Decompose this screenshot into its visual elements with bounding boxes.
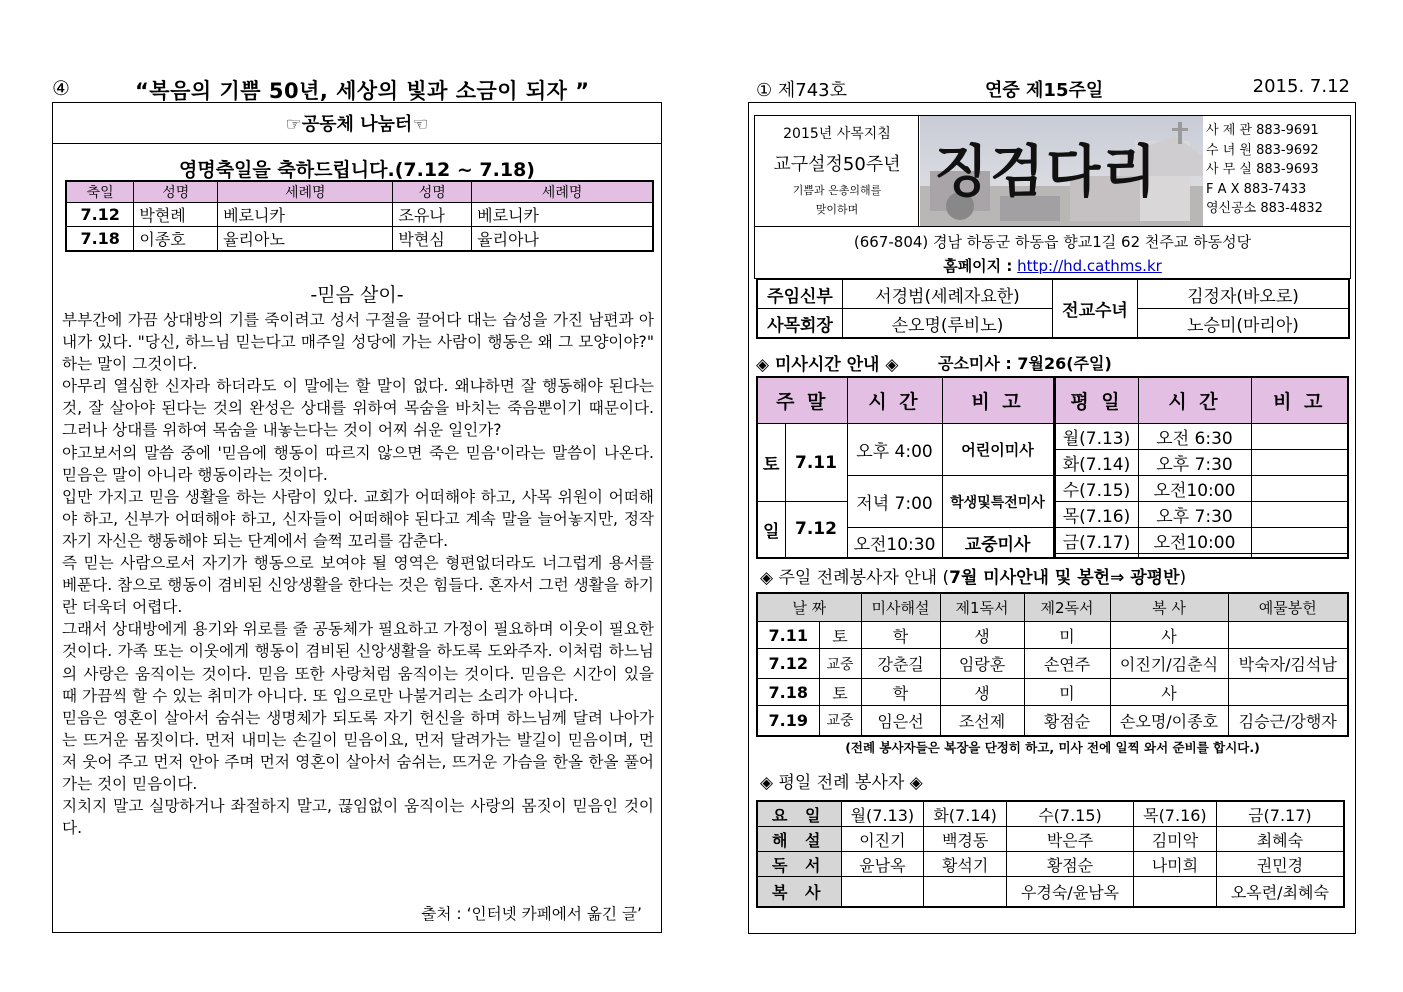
feast-baptismal-name: 율리아나: [472, 227, 653, 252]
servers-date: 7.11: [757, 622, 819, 649]
saturday-time: 저녁 7:00: [847, 476, 942, 528]
weekday-servers-cell: 윤남옥: [841, 852, 924, 877]
servers-cell: 생: [940, 679, 1024, 706]
feast-baptismal-name: 베로니카: [218, 203, 393, 227]
weekday-note: [1251, 502, 1348, 528]
weekday-servers-role: 복 사: [757, 877, 841, 907]
feast-person-name: 박현례: [134, 203, 218, 227]
servers-date: 7.18: [757, 679, 819, 706]
servers-mass-type: 토: [819, 622, 861, 649]
servers-cell: 사: [1110, 679, 1228, 706]
feast-header: 성명: [393, 181, 472, 203]
weekday-servers-cell: 백경동: [924, 827, 1007, 852]
homepage-line: [754, 255, 1351, 276]
weekday-servers-cell: 이진기: [841, 827, 924, 852]
weekday-label: 월(7.13): [1054, 424, 1138, 450]
sunday-servers-heading-bold: 7월 미사안내 및 봉헌⇒ 광평반: [949, 568, 1180, 588]
servers-row: [757, 622, 1348, 649]
council-president-name: 손오명(루비노): [843, 309, 1053, 339]
weekday-servers-day: 목(7.16): [1134, 801, 1217, 827]
sunday-label: 일: [757, 502, 785, 558]
servers-mass-type: 교중: [819, 649, 861, 679]
servers-header: 예물봉헌: [1228, 593, 1348, 622]
servers-cell: 조선제: [940, 706, 1024, 736]
weekday-note: [1251, 424, 1348, 450]
issue-number: ① 제743호: [756, 80, 847, 101]
feast-date: 7.18: [66, 227, 134, 252]
feast-date: 7.12: [66, 203, 134, 227]
servers-cell: 김승근/강행자: [1228, 706, 1348, 736]
weekday-servers-cell: [924, 877, 1007, 907]
weekday-servers-cell: 나미희: [1134, 852, 1217, 877]
sunday-servers-heading-text: ◈ 주일 전례봉사자 안내 (: [760, 568, 950, 588]
servers-header: 제1독서: [940, 593, 1024, 622]
weekday-time: 오후 7:30: [1138, 502, 1251, 528]
weekday-servers-day: 월(7.13): [841, 801, 924, 827]
weekday-servers-cell: 김미악: [1134, 827, 1217, 852]
essay-paragraph: 그래서 상대방에게 용기와 위로를 줄 공동체가 필요하고 가정이 필요하며 이웃이 필요한 것이다. 가족 또는 이웃에게 행동이 겸비된 신앙생활을 하도록 도와주자. 이처럼 하느님의 사랑은 움직이는 것이다. 믿음 또한 사랑처럼 움직이는 것이다. 믿음은 시간이 있을 때 가끔씩 할 수 있는 취미가 아니다. 또 입으로만 나불거리는 소리가 아니다.: [62, 620, 654, 705]
essay-paragraph: 부부간에 가끔 상대방의 기를 죽이려고 성서 구절을 끌어다 대는 습성을 가진 남편과 아내가 있다. "당신, 하느님 믿는다고 매주일 성당에 가는 사람이 행동은 왜 그 모양이야?" 하는 말이 그것이다.: [62, 311, 654, 374]
feast-person-name: 조유나: [393, 203, 472, 227]
weekday-servers-days-label: 요 일: [757, 801, 841, 827]
essay-paragraph: 지치지 말고 실망하거나 좌절하지 말고, 끊임없이 움직이는 사랑의 몸짓이 믿음인 것이다.: [62, 797, 654, 838]
servers-cell: 사: [1110, 622, 1228, 649]
feast-person-name: 이종호: [134, 227, 218, 252]
servers-row: [757, 649, 1348, 679]
servers-mass-type: 토: [819, 679, 861, 706]
servers-cell: 미: [1024, 679, 1110, 706]
feast-header: 축일: [66, 181, 134, 203]
left-page-number: ④: [52, 76, 70, 100]
weekday-spacer: [1054, 554, 1138, 558]
church-address: (667-804) 경남 하동군 하동읍 향교1길 62 천주교 하동성당: [853, 233, 1252, 251]
mass-header: 주 말: [757, 377, 847, 424]
servers-cell: 학: [861, 679, 940, 706]
feast-header: 성명: [134, 181, 218, 203]
gongso-mass-note: 공소미사 : 7월26(주일): [938, 354, 1112, 373]
weekday-label: 화(7.14): [1054, 450, 1138, 476]
contact-line: 수 녀 원 883-9692: [1206, 142, 1319, 158]
servers-cell: 학: [861, 622, 940, 649]
saturday-label: 토: [757, 424, 785, 502]
servers-row: [757, 706, 1348, 736]
contact-line: 사 제 관 883-9691: [1206, 123, 1319, 138]
weekday-spacer: [1251, 554, 1348, 558]
servers-note: (전례 봉사자들은 복장을 단정히 하고, 미사 전에 일찍 와서 준비를 합시다.): [845, 740, 1260, 755]
sunday-date: 7.12: [785, 502, 847, 558]
weekday-time: 오후 7:30: [1138, 450, 1251, 476]
mass-header: 시 간: [1138, 377, 1251, 424]
sister-name: 노승미(마리아): [1138, 309, 1350, 339]
saturday-note: 학생및특전미사: [942, 476, 1054, 528]
servers-row: [757, 679, 1348, 706]
pastor-name: 서경범(세례자요한): [843, 279, 1053, 309]
feast-header: 세례명: [218, 181, 393, 203]
mass-header: 비 고: [1251, 377, 1348, 424]
servers-cell: 생: [940, 622, 1024, 649]
sisters-label: 전교수녀: [1053, 279, 1138, 338]
weekday-servers-cell: 박은주: [1007, 827, 1134, 852]
sunday-servers-heading-close: ): [1179, 568, 1187, 588]
saturday-time: 오후 4:00: [847, 424, 942, 476]
servers-header: 복 사: [1110, 593, 1228, 622]
essay-paragraph: 믿음은 영혼이 살아서 숨쉬는 생명체가 되도록 자기 헌신을 하며 하느님께 달려 나아가는 뜨거운 몸짓이다. 먼저 내미는 손길이 믿음이요, 먼저 달려가는 발길이 믿음이며, 먼저 웃어 주고 먼저 안아 주며 먼저 영혼이 살아서 숨쉬는, 뜨거운 가슴을 한올 한올 풀어 가는 것이 믿음이다.: [62, 708, 654, 793]
contact-list: [1206, 121, 1323, 219]
servers-cell: 박숙자/김석남: [1228, 649, 1348, 679]
weekday-servers-role: 해 설: [757, 827, 841, 852]
homepage-link[interactable]: http://hd.cathms.kr: [1017, 257, 1162, 275]
sunday-time: 오전10:30: [847, 528, 942, 558]
saturday-note: 어린이미사: [942, 424, 1054, 476]
essay-title: -믿음 살이-: [310, 284, 404, 306]
servers-date: 7.19: [757, 706, 819, 736]
weekday-time: 오전10:00: [1138, 528, 1251, 554]
weekday-servers-cell: 황점순: [1007, 852, 1134, 877]
servers-header: 날 짜: [757, 593, 861, 622]
contact-line: 사 무 실 883-9693: [1206, 162, 1319, 177]
liturgical-week: 연중 제15주일: [985, 80, 1104, 101]
servers-cell: 임은선: [861, 706, 940, 736]
essay-body: [62, 309, 654, 839]
servers-mass-type: 교중: [819, 706, 861, 736]
weekday-note: [1251, 528, 1348, 554]
masthead-subtitle: 맞이하며: [815, 203, 859, 216]
servers-cell: 황점순: [1024, 706, 1110, 736]
servers-cell: 손연주: [1024, 649, 1110, 679]
servers-cell: 미: [1024, 622, 1110, 649]
community-section-title: ☞공동체 나눔터☜: [52, 102, 662, 144]
weekday-servers-cell: [1134, 877, 1217, 907]
feast-row: [66, 203, 653, 227]
feast-day-title: 영명축일을 축하드립니다.(7.12 ~ 7.18): [178, 159, 535, 181]
weekday-servers-day: 금(7.17): [1216, 801, 1344, 827]
weekday-time: 오전10:00: [1138, 476, 1251, 502]
saturday-date: 7.11: [785, 424, 847, 502]
weekday-label: 목(7.16): [1054, 502, 1138, 528]
servers-date: 7.12: [757, 649, 819, 679]
weekday-servers-day: 화(7.14): [924, 801, 1007, 827]
homepage-label: 홈페이지 :: [943, 257, 1013, 275]
feast-baptismal-name: 율리아노: [218, 227, 393, 252]
clergy-table: [756, 278, 1350, 339]
mass-header: 비 고: [942, 377, 1054, 424]
mass-header: 시 간: [847, 377, 942, 424]
feast-day-table: [65, 180, 654, 252]
weekday-servers-role: 독 서: [757, 852, 841, 877]
issue-date: 2015. 7.12: [1252, 76, 1350, 97]
mass-schedule-heading: ◈ 미사시간 안내 ◈: [756, 355, 899, 375]
sunday-note: 교중미사: [942, 528, 1054, 558]
contact-line: 영신공소 883-4832: [1206, 201, 1323, 216]
weekday-servers-cell: 오옥련/최혜숙: [1216, 877, 1344, 907]
weekday-servers-cell: 최혜숙: [1216, 827, 1344, 852]
servers-cell: 임랑훈: [940, 649, 1024, 679]
weekday-servers-cell: 우경숙/윤남옥: [1007, 877, 1134, 907]
servers-cell: [1228, 622, 1348, 649]
feast-header: 세례명: [472, 181, 653, 203]
weekday-servers-heading: ◈ 평일 전례 봉사자 ◈: [760, 773, 923, 793]
feast-person-name: 박현심: [393, 227, 472, 252]
essay-paragraph: 입만 가지고 믿음 생활을 하는 사람이 있다. 교회가 어떠해야 하고, 사목 위원이 어떠해야 하고, 신부가 어떠해야 하고, 신자들이 어떠해야 된다고 계속 말을 늘어놓지만, 정작 자기 자신은 행동해야 되는 단계에서 슬쩍 꼬리를 감춘다.: [62, 487, 654, 550]
masthead-subtitle: 기쁨과 은총의해를: [792, 184, 882, 197]
feast-baptismal-name: 베로니카: [472, 203, 653, 227]
essay-paragraph: 아무리 열심한 신자라 하더라도 이 말에는 할 말이 없다. 왜냐하면 잘 행동해야 된다는 것, 잘 살아야 된다는 것의 완성은 상대를 위하여 목숨을 바치는 죽음뿐이기 때문이다. 그러나 상대를 위하여 목숨을 내놓는다는 것이 어찌 쉬운 일인가?: [62, 377, 654, 440]
weekday-label: 금(7.17): [1054, 528, 1138, 554]
weekday-label: 수(7.15): [1054, 476, 1138, 502]
left-header-title: “복음의 기쁨 50년, 세상의 빛과 소금이 되자 ”: [135, 79, 590, 103]
servers-cell: 손오명/이종호: [1110, 706, 1228, 736]
weekday-servers-day: 수(7.15): [1007, 801, 1134, 827]
weekday-note: [1251, 476, 1348, 502]
council-president-label: 사목회장: [757, 309, 843, 339]
mass-schedule-table: [756, 376, 1349, 559]
servers-cell: [1228, 679, 1348, 706]
pastor-label: 주임신부: [757, 279, 843, 309]
sunday-servers-table: [756, 592, 1349, 737]
weekday-note: [1251, 450, 1348, 476]
weekday-servers-cell: [841, 877, 924, 907]
servers-header: 제2독서: [1024, 593, 1110, 622]
essay-source: 출처 : ‘인터넷 카페에서 옮긴 글’: [421, 905, 642, 923]
feast-row: [66, 227, 653, 252]
sister-name: 김정자(바오로): [1138, 279, 1350, 309]
weekday-spacer: [1138, 554, 1251, 558]
weekday-servers-cell: 황석기: [924, 852, 1007, 877]
servers-header: 미사해설: [861, 593, 940, 622]
weekday-time: 오전 6:30: [1138, 424, 1251, 450]
contact-line: F A X 883-7433: [1206, 181, 1307, 197]
servers-cell: 이진기/김춘식: [1110, 649, 1228, 679]
essay-paragraph: 야고보서의 말씀 중에 '믿음에 행동이 따르지 않으면 죽은 믿음'이라는 말씀이 나온다. 믿음은 말이 아니라 행동이라는 것이다.: [62, 443, 654, 484]
weekday-servers-cell: 권민경: [1216, 852, 1344, 877]
pastoral-guideline-year: 2015년 사목지침: [783, 126, 891, 142]
mass-header: 평 일: [1054, 377, 1138, 424]
weekday-servers-table: [756, 800, 1345, 908]
servers-cell: 강춘길: [861, 649, 940, 679]
newsletter-logo: 징검다리: [934, 139, 1159, 205]
essay-paragraph: 즉 믿는 사람으로서 자기가 행동으로 보여야 될 영역은 형편없더라도 너그럽게 용서를 베푼다. 참으로 행동이 겸비된 신앙생활을 한다는 것은 힘들다. 혼자서 그런 생활을 하기란 더욱더 어렵다.: [62, 554, 654, 617]
sunday-servers-heading: [760, 563, 1186, 588]
diocese-anniversary: 교구설정50주년: [773, 154, 901, 175]
